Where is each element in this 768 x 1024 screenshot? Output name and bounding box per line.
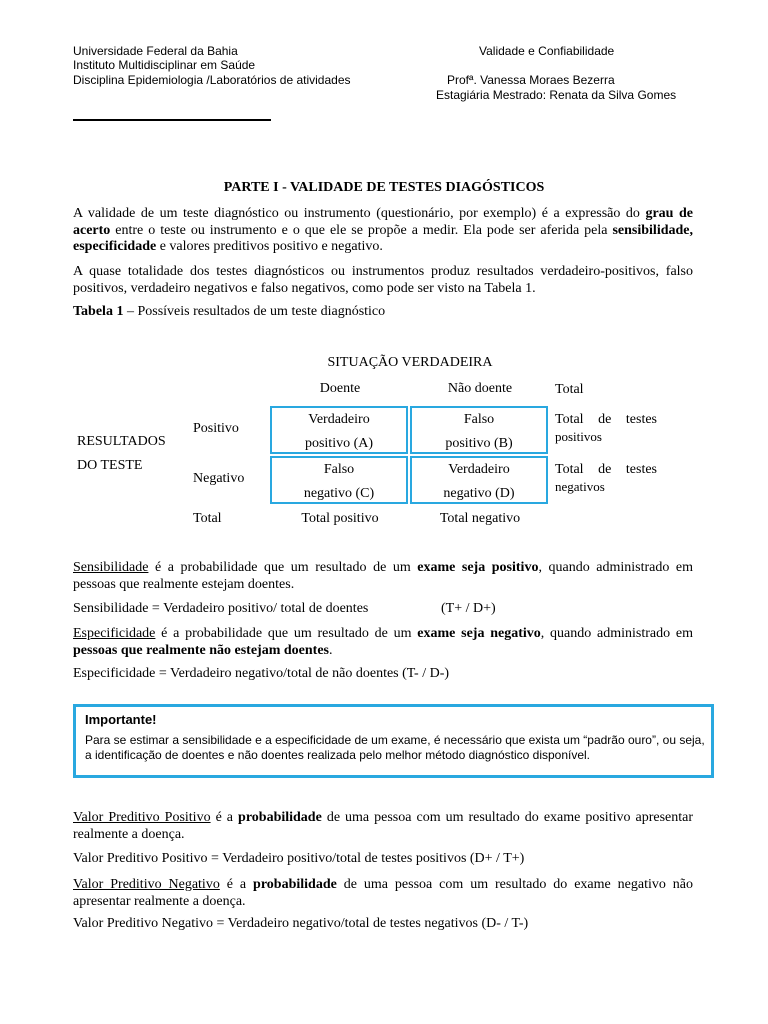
definition-text: é a probabilidade que um resultado de um [155,626,418,641]
intro-bold-term: sensibilidade, especificidade [73,222,693,254]
table-caption-text: – Possíveis resultados de um teste diagnóstico [123,304,386,319]
intro-bold-term: grau de acerto [73,206,694,238]
sensitivity-term: Sensibilidade [73,560,149,575]
sensitivity-abbreviation: (T+ / D+) [441,601,496,616]
row-group-label-2: DO TESTE [77,458,143,473]
cell-text: positivo (A) [304,436,374,451]
table-header: SITUAÇÃO VERDADEIRA [327,355,493,370]
ppv-definition [73,810,693,843]
cell-text: positivo (B) [445,436,513,451]
cell-true-negative [410,456,548,504]
total-positive: Total positivo [301,511,379,526]
column-sick: Doente [319,381,361,396]
definition-text: é a probabilidade que um resultado de um [148,560,418,575]
definition-text: , quando administrado em [540,626,694,641]
page-title: PARTE I - VALIDADE DE TESTES DIAGÓSTICOS [223,180,545,195]
definition-text: de uma pessoa com um resultado do exame negativo não apresentar realmente a doença. [73,877,693,909]
intro-text: e valores preditivos positivo e negativo. [156,239,383,254]
professor-name: Profª. Vanessa Moraes Bezerra [447,73,615,87]
definition-text: de uma pessoa com um resultado do exame positivo apresentar realmente a doença. [73,810,693,842]
definition-text: é a [210,810,239,825]
cell-text: Falso [323,462,355,477]
cell-text: negativo (C) [303,486,375,501]
cell-false-positive [410,406,548,454]
cell-text: Verdadeiro [448,462,510,477]
definition-text: é a [219,877,254,892]
table-caption-label: Tabela 1 [73,304,124,319]
total-negative-tests-2: negativos [555,479,605,494]
definition-bold: probabilidade [238,810,322,825]
important-title: Importante! [85,712,157,727]
ppv-term: Valor Preditivo Positivo [73,810,211,825]
definition-bold: exame seja positivo [417,560,539,575]
row-group-label-1: RESULTADOS [77,434,166,449]
total-positive-tests-2: positivos [555,429,602,444]
row-total: Total [193,511,222,526]
specificity-term: Especificidade [73,626,156,641]
row-positive: Positivo [193,421,239,436]
ppv-formula: Valor Preditivo Positivo = Verdadeiro positivo/total de testes positivos (D+ / T+) [73,851,525,866]
column-total: Total [555,382,584,397]
npv-formula: Valor Preditivo Negativo = Verdadeiro negativo/total de testes negativos (D- / T-) [73,916,529,931]
important-box [73,704,714,778]
specificity-definition [73,626,693,659]
course-name: Disciplina Epidemiologia /Laboratórios de atividades [73,73,351,87]
npv-term: Valor Preditivo Negativo [73,877,220,892]
table-caption [73,304,385,320]
definition-text: , quando administrado em pessoas que realmente estejam doentes. [73,560,693,592]
header-rule [73,119,271,121]
intro-paragraph-1 [73,206,693,256]
total-negative-tests-1: Total de testes [555,462,657,477]
cell-false-negative [270,456,408,504]
definition-bold: probabilidade [253,877,337,892]
document-topic: Validade e Confiabilidade [479,44,615,58]
definition-bold: pessoas que realmente não estejam doentes [73,642,329,658]
intro-paragraph-2: A quase totalidade dos testes diagnósticos ou instrumentos produz resultados verdadeiro-positivos, falso positivos, verdadeiro negativos e falso negativos, como pode ser visto na Tabela 1. [73,264,693,296]
cell-text: Falso [463,412,495,427]
row-negative: Negativo [193,471,245,486]
sensitivity-formula: Sensibilidade = Verdadeiro positivo/ total de doentes [73,601,369,616]
definition-bold: exame seja negativo [417,626,541,641]
npv-definition [73,877,693,910]
total-negative: Total negativo [439,511,521,526]
cell-text: negativo (D) [443,486,515,501]
important-text: Para se estimar a sensibilidade e a especificidade de um exame, é necessário que exista um “padrão ouro”, ou seja, a identificação de doentes e não doentes realizada pelo melhor método diagnóstico disponível. [85,733,705,762]
cell-true-positive [270,406,408,454]
intro-text: A validade de um teste diagnóstico ou instrumento (questionário, por exemplo) é a expressão do [73,206,646,221]
intro-text: entre o teste ou instrumento e o que ele se propõe a medir. Ela pode ser aferida pela [110,222,613,238]
contingency-grid [270,406,550,506]
definition-text: . [329,642,333,658]
sensitivity-definition [73,560,693,593]
total-positive-tests-1: Total de testes [555,412,657,427]
cell-text: Verdadeiro [308,412,370,427]
institution-name: Universidade Federal da Bahia [73,44,238,58]
specificity-formula: Especificidade = Verdadeiro negativo/total de não doentes (T- / D-) [73,666,450,681]
intern-name: Estagiária Mestrado: Renata da Silva Gomes [436,88,677,102]
institute-name: Instituto Multidisciplinar em Saúde [73,58,256,72]
column-not-sick: Não doente [447,381,513,396]
